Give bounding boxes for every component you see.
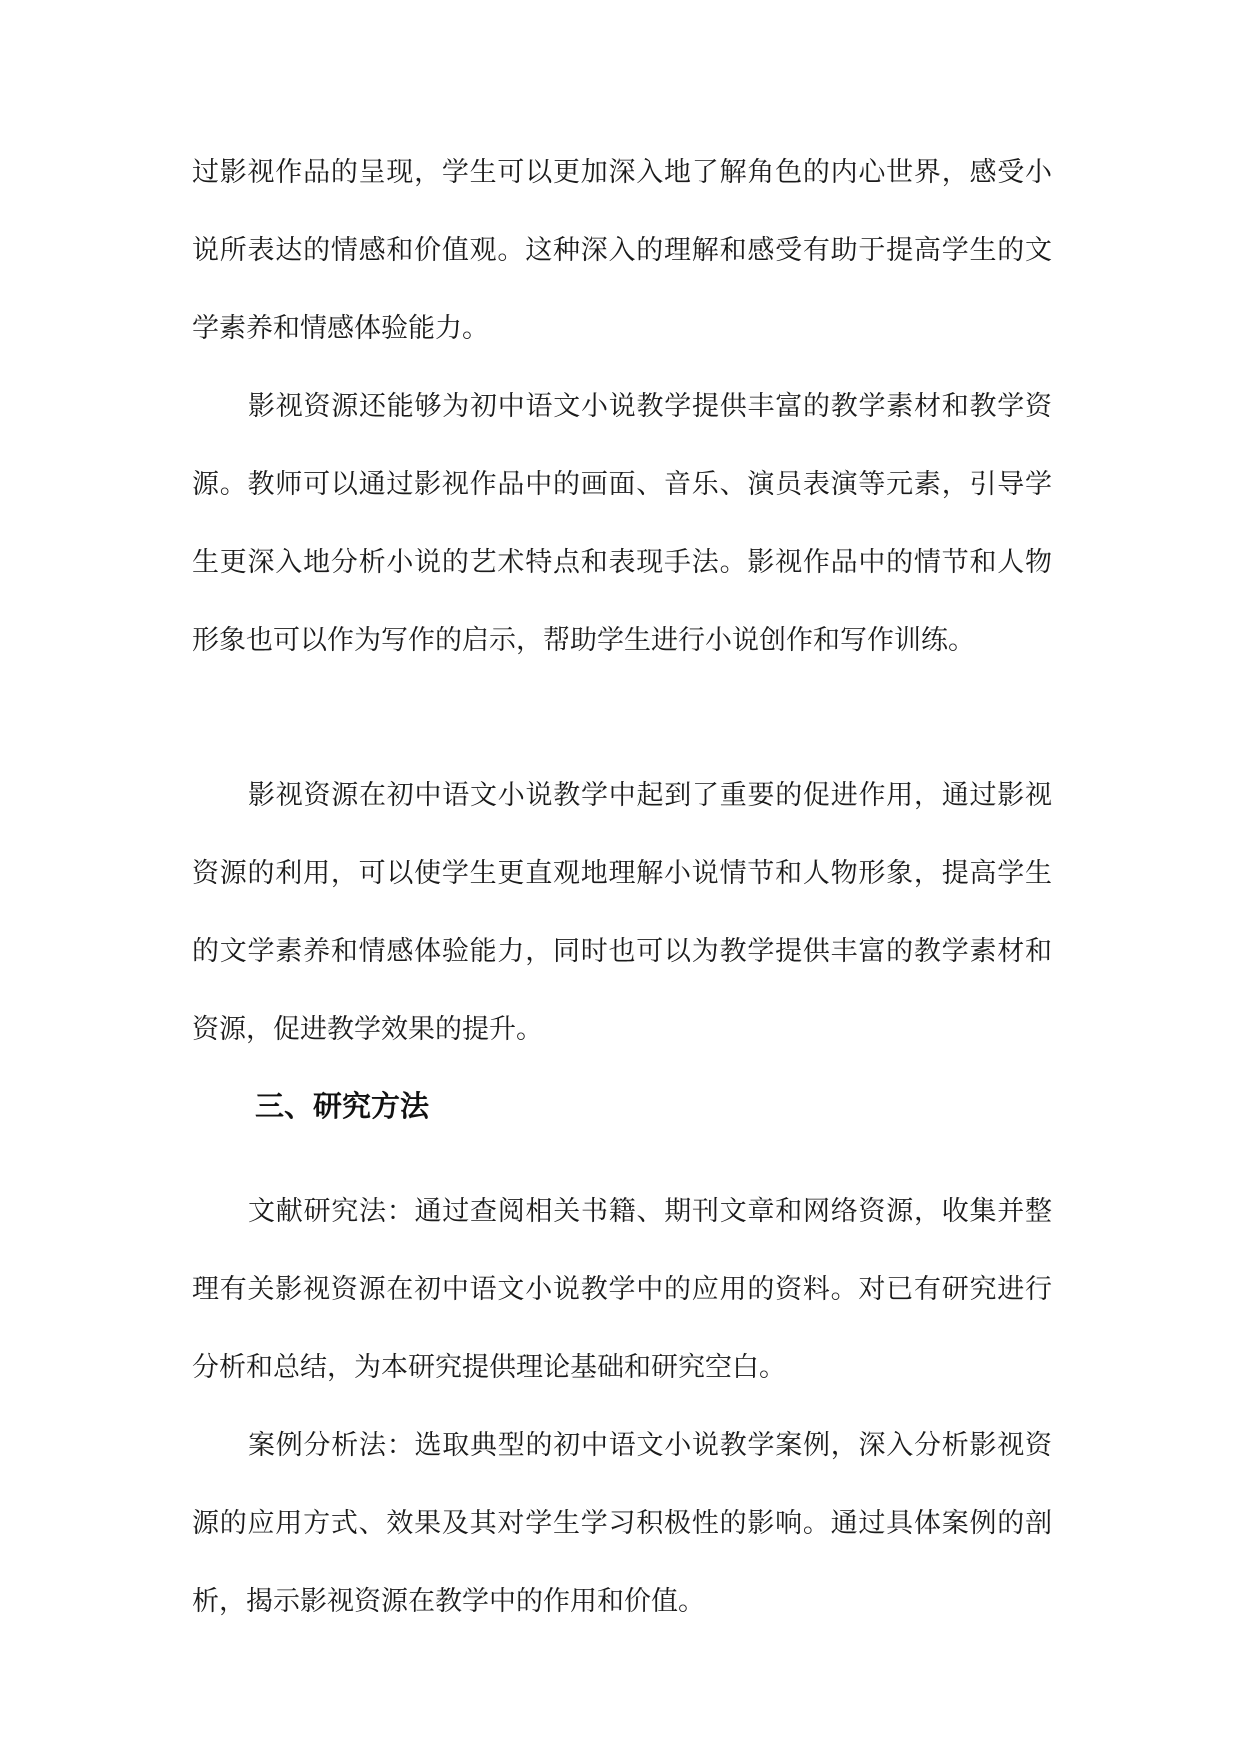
method-paragraph-literature: 文献研究法：通过查阅相关书籍、期刊文章和网络资源，收集并整理有关影视资源在初中语文小说教学中的应用的资料。对已有研究进行分析和总结，为本研究提供理论基础和研究空白。 (192, 1196, 1052, 1383)
method-paragraph-case-study: 案例分析法：选取典型的初中语文小说教学案例，深入分析影视资源的应用方式、效果及其对学生学习积极性的影响。通过具体案例的剖析，揭示影视资源在教学中的作用和价值。 (192, 1430, 1052, 1617)
section-heading: 三、研究方法 (255, 1089, 430, 1123)
body-paragraph: 影视资源还能够为初中语文小说教学提供丰富的教学素材和教学资源。教师可以通过影视作品中的画面、音乐、演员表演等元素，引导学生更深入地分析小说的艺术特点和表现手法。影视作品中的情节和人物形象也可以作为写作的启示，帮助学生进行小说创作和写作训练。 (192, 391, 1052, 656)
body-paragraph: 影视资源在初中语文小说教学中起到了重要的促进作用，通过影视资源的利用，可以使学生更直观地理解小说情节和人物形象，提高学生的文学素养和情感体验能力，同时也可以为教学提供丰富的教学素材和资源，促进教学效果的提升。 (192, 780, 1052, 1045)
body-paragraph-continued: 过影视作品的呈现，学生可以更加深入地了解角色的内心世界，感受小说所表达的情感和价值观。这种深入的理解和感受有助于提高学生的文学素养和情感体验能力。 (192, 157, 1052, 344)
